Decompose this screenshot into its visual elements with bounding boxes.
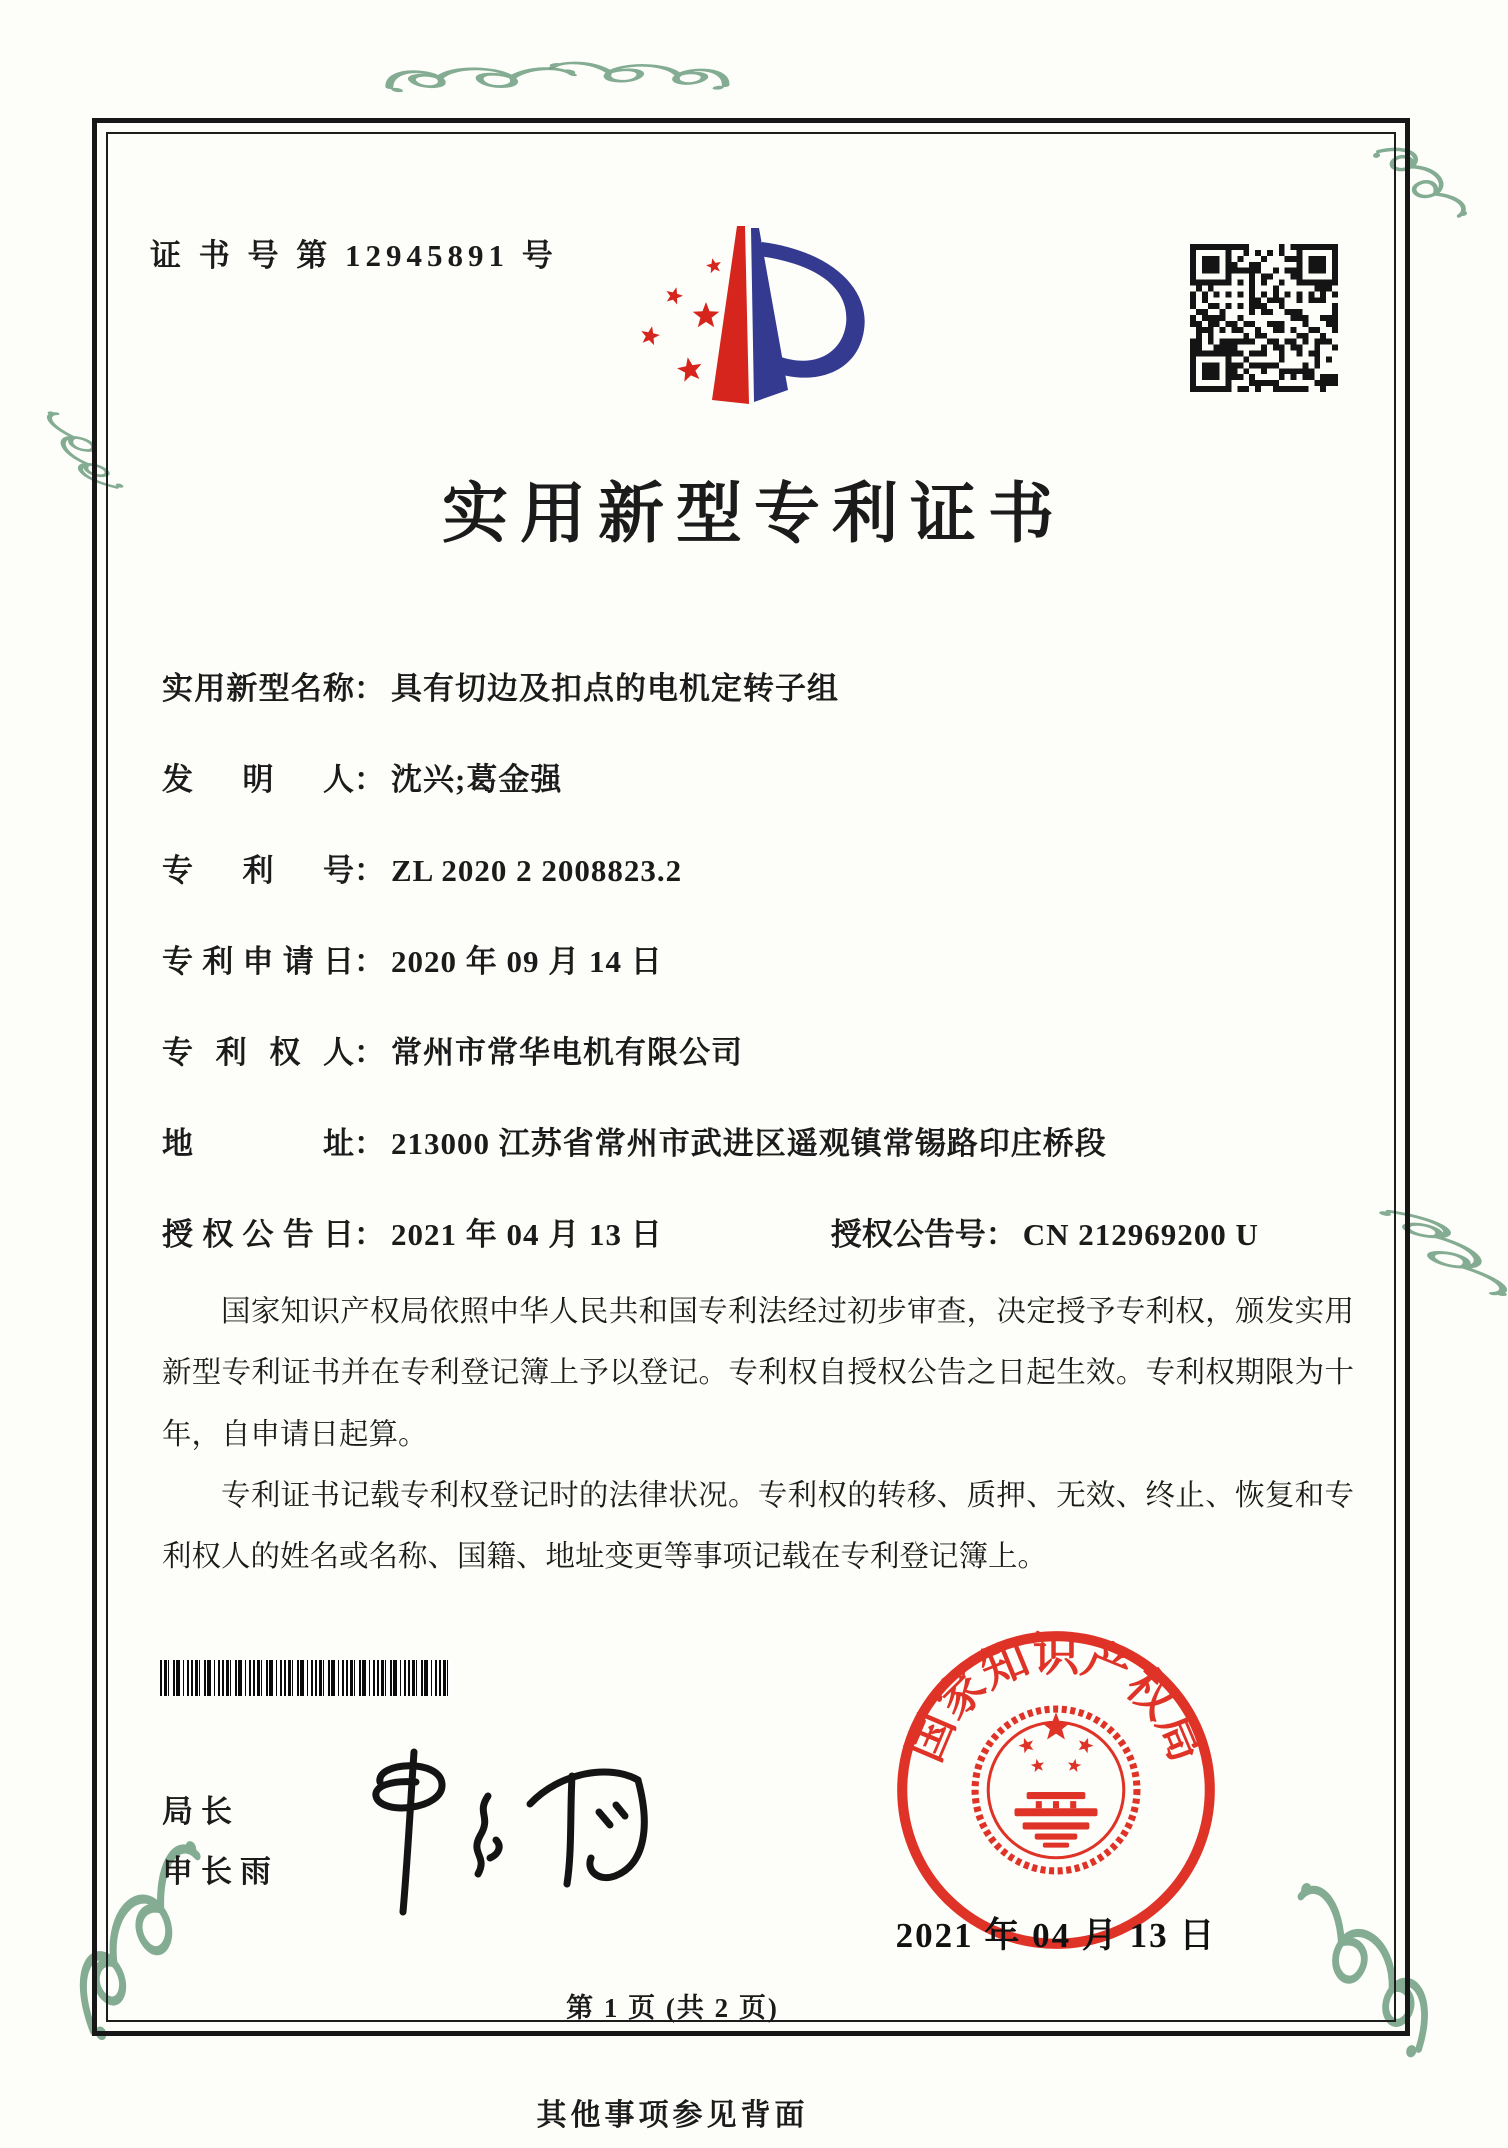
certificate-number: 证 书 号 第 12945891 号 (150, 238, 558, 273)
back-note: 其他事项参见背面 (536, 2099, 809, 2132)
qr-code (1190, 244, 1338, 392)
seal-date: 2021 年 04 月 13 日 (895, 1916, 1217, 1955)
field-row-patentee: 专利权人 ： 常州市常华电机有限公司 (162, 1035, 743, 1070)
handwritten-signature (318, 1742, 654, 1922)
national-emblem-icon (975, 1709, 1137, 1871)
field-label: 专利号 (162, 853, 354, 888)
field-row-name: 实用新型名称 ： 具有切边及扣点的电机定转子组 (162, 671, 839, 706)
field-row-patent-number: 专利号 ： ZL 2020 2 2008823.2 (162, 853, 683, 888)
field-label: 地址 (162, 1126, 354, 1161)
field-value: 2021 年 04 月 13 日 (391, 1217, 663, 1252)
field-label: 授权公告号 (830, 1217, 986, 1252)
field-label: 授权公告日 (162, 1217, 354, 1252)
field-value: 沈兴;葛金强 (391, 762, 563, 797)
field-row-grant-date: 授权公告日 ： 2021 年 04 月 13 日 授权公告号 ： CN 212969200 U (162, 1217, 1259, 1252)
top-ornament-right (542, 30, 737, 112)
field-label: 实用新型名称 (162, 671, 354, 706)
field-value: 具有切边及扣点的电机定转子组 (391, 671, 839, 706)
barcode (160, 1660, 452, 1696)
field-value: 2020 年 09 月 14 日 (391, 944, 663, 979)
field-value: 213000 江苏省常州市武进区遥观镇常锡路印庄桥段 (391, 1126, 1107, 1161)
certificate-body (162, 1282, 1354, 1589)
field-label: 专利权人 (162, 1035, 354, 1070)
cnipa-logo-icon (598, 210, 884, 432)
field-value: 常州市常华电机有限公司 (391, 1035, 743, 1070)
page-number: 第 1 页 (共 2 页) (566, 1993, 779, 2023)
certificate-title: 实用新型专利证书 (442, 478, 1066, 551)
body-paragraph-2: 专利证书记载专利权登记时的法律状况。专利权的转移、质押、无效、终止、恢复和专利权人的姓名或名称、国籍、地址变更等事项记载在专利登记簿上。 (162, 1480, 1354, 1574)
field-list (162, 672, 1362, 1252)
seal-text: 国家知识产权局 (900, 1630, 1212, 1770)
signer-title: 局长 (162, 1794, 240, 1829)
body-paragraph-1: 国家知识产权局依照中华人民共和国专利法经过初步审查，决定授予专利权，颁发实用新型专利证书并在专利登记簿上予以登记。专利权自授权公告之日起生效。专利权期限为十年，自申请日起算。 (162, 1296, 1354, 1451)
signer-name: 申长雨 (162, 1854, 279, 1889)
field-label: 发明人 (162, 762, 354, 797)
field-row-grant-number: 授权公告号 ： CN 212969200 U (830, 1217, 1259, 1252)
svg-text:国家知识产权局 (900, 1630, 1212, 1770)
field-label: 专利申请日 (162, 944, 354, 979)
field-row-filing-date: 专利申请日 ： 2020 年 09 月 14 日 (162, 944, 663, 979)
field-value: ZL 2020 2 2008823.2 (391, 853, 683, 888)
field-value: CN 212969200 U (1022, 1217, 1259, 1252)
field-row-inventor: 发明人 ： 沈兴;葛金强 (162, 762, 563, 797)
field-row-address: 地址 ： 213000 江苏省常州市武进区遥观镇常锡路印庄桥段 (162, 1126, 1107, 1161)
